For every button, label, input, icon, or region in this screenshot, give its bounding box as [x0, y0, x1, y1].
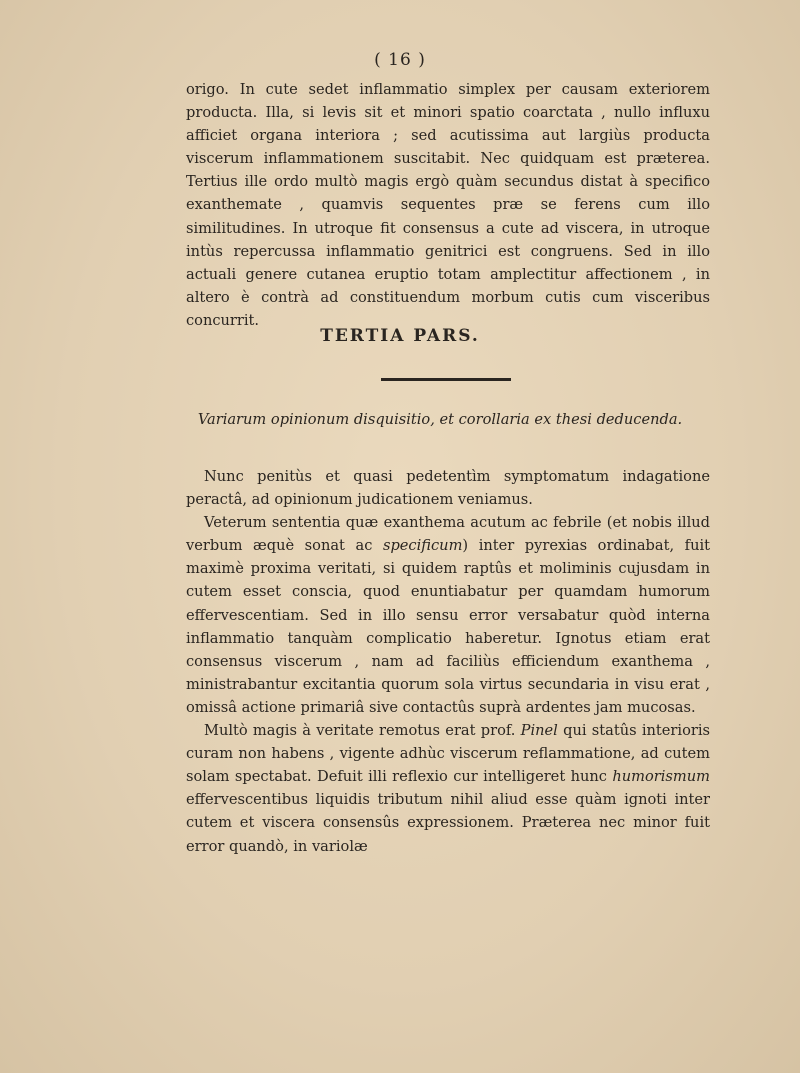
section-subtitle: Variarum opinionum disquisitio, et corollaria ex thesi deducenda. [197, 411, 683, 428]
paragraph-3-italic-term: humorismum [612, 768, 710, 786]
paragraph-3-text-b: qui statûs interioris curam non habens , vigente adhùc viscerum reflammatione, ad cutem solam spectabat. Defuit illi reflexio cur intelligeret hunc [186, 722, 710, 786]
paragraph-3-text-c: effervescentibus liquidis tributum nihil aliud esse quàm ignoti inter cutem et viscera consensûs expressionem. Præterea nec minor fuit error quandò, in variolæ [186, 791, 710, 855]
paragraph-3-text-a: Multò magis à veritate remotus erat prof. [204, 722, 521, 740]
intro-paragraph: origo. In cute sedet inflammatio simplex per causam exteriorem producta. Illa, si levis sit et minori spatio coarctata , nullo influxu afficiet organa interiora ; sed acutissima aut largiùs producta viscerum inflammationem suscitabit. Nec quidquam est præterea. Tertius ille ordo multò magis ergò quàm secundus distat à specifico exanthemate , quamvis sequentes præ se ferens cum illo similitudines. In utroque fit consensus a cute ad viscera, in utroque intùs repercussa inflammatio genitrici est congruens. Sed in illo actuali genere cutanea eruptio totam amplectitur affectionem , in altero è contrà ad constituendum morbum cutis cum visceribus concurrit. [186, 81, 710, 329]
paragraph-3-italic-name: Pinel [520, 722, 558, 740]
paragraph-2-text-b: ) inter pyrexias ordinabat, fuit maximè proxima veritati, si quidem raptûs et moliminis cujusdam in cutem esset conscia, quod enuntiabatur per quamdam humorum effervescentiam. Sed in illo sensu error versabatur quòd interna inflammatio tanquàm complicatio haberetur. Ignotus etiam erat consensus viscerum , nam ad faciliùs efficiendum exanthema , ministrabantur excitantia quorum sola virtus secundaria in visu erat , omissâ actione primariâ sive contactûs suprà ardentes jam mucosas. [186, 537, 710, 716]
paragraph-1: Nunc penitùs et quasi pedetentìm symptomatum indagatione peractâ, ad opinionum judicationem veniamus. [186, 468, 710, 509]
paragraph-2-italic-term: specificum [382, 537, 463, 555]
paragraph-3 [186, 719, 710, 858]
section-divider-rule [381, 378, 511, 381]
paragraph-2 [186, 511, 710, 719]
paragraph-2-text-a: Veterum sententia quæ exanthema acutum ac febrile (et nobis illud verbum æquè sonat ac [186, 514, 710, 555]
section-title: TERTIA PARS. [320, 326, 480, 346]
page-number: ( 16 ) [374, 50, 426, 70]
intro-text-block [186, 78, 710, 332]
body-text-block [186, 465, 710, 858]
